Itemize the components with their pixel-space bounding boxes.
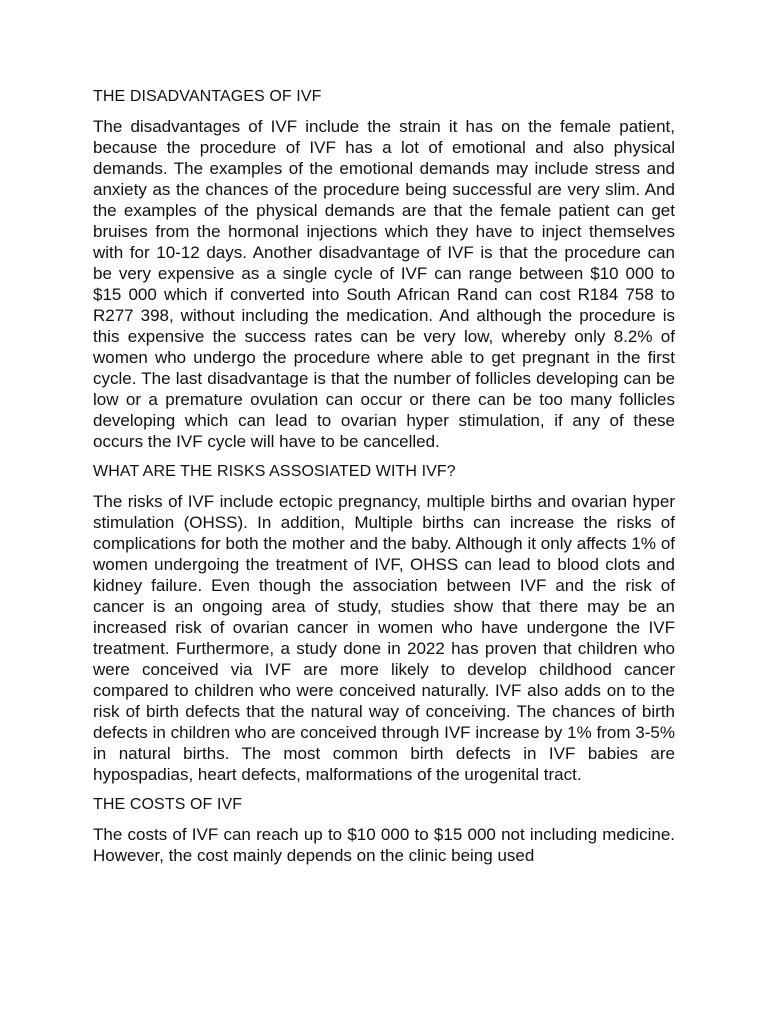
- section-heading-costs: THE COSTS OF IVF: [93, 796, 243, 813]
- section-paragraph-costs: The costs of IVF can reach up to $10 000 to $15 000 not including medicine. However, the cost mainly depends on the clinic being used: [93, 825, 675, 865]
- section-paragraph-disadvantages: The disadvantages of IVF include the strain it has on the female patient, because the procedure of IVF has a lot of emotional and also physical demands. The examples of the emotional demands may include stress and anxiety as the chances of the procedure being successful are very slim. And the examples of the physical demands are that the female patient can get bruises from the hormonal injections which they have to inject themselves with for 10-12 days. Another disadvantage of IVF is that the procedure can be very expensive as a single cycle of IVF can range between $10 000 to $15 000 which if converted into South African Rand can cost R184 758 to R277 398, without including the medication. And although the procedure is this expensive the success rates can be very low, whereby only 8.2% of women who undergo the procedure where able to get pregnant in the first cycle. The last disadvantage is that the number of follicles developing can be low or a premature ovulation can occur or there can be too many follicles developing which can lead to ovarian hyper stimulation, if any of these occurs the IVF cycle will have to be cancelled.: [93, 117, 675, 451]
- section-paragraph-risks: The risks of IVF include ectopic pregnancy, multiple births and ovarian hyper stimulation (OHSS). In addition, Multiple births can increase the risks of complications for both the mother and the baby. Although it only affects 1% of women undergoing the treatment of IVF, OHSS can lead to blood clots and kidney failure. Even though the association between IVF and the risk of cancer is an ongoing area of study, studies show that there may be an increased risk of ovarian cancer in women who have undergone the IVF treatment. Furthermore, a study done in 2022 has proven that children who were conceived via IVF are more likely to develop childhood cancer compared to children who were conceived naturally. IVF also adds on to the risk of birth defects that the natural way of conceiving. The chances of birth defects in children who are conceived through IVF increase by 1% from 3-5% in natural births. The most common birth defects in IVF babies are hypospadias, heart defects, malformations of the urogenital tract.: [93, 492, 675, 784]
- section-heading-risks: WHAT ARE THE RISKS ASSOSIATED WITH IVF?: [93, 463, 456, 480]
- section-heading-disadvantages: THE DISADVANTAGES OF IVF: [93, 88, 322, 105]
- document-page: [93, 86, 675, 875]
